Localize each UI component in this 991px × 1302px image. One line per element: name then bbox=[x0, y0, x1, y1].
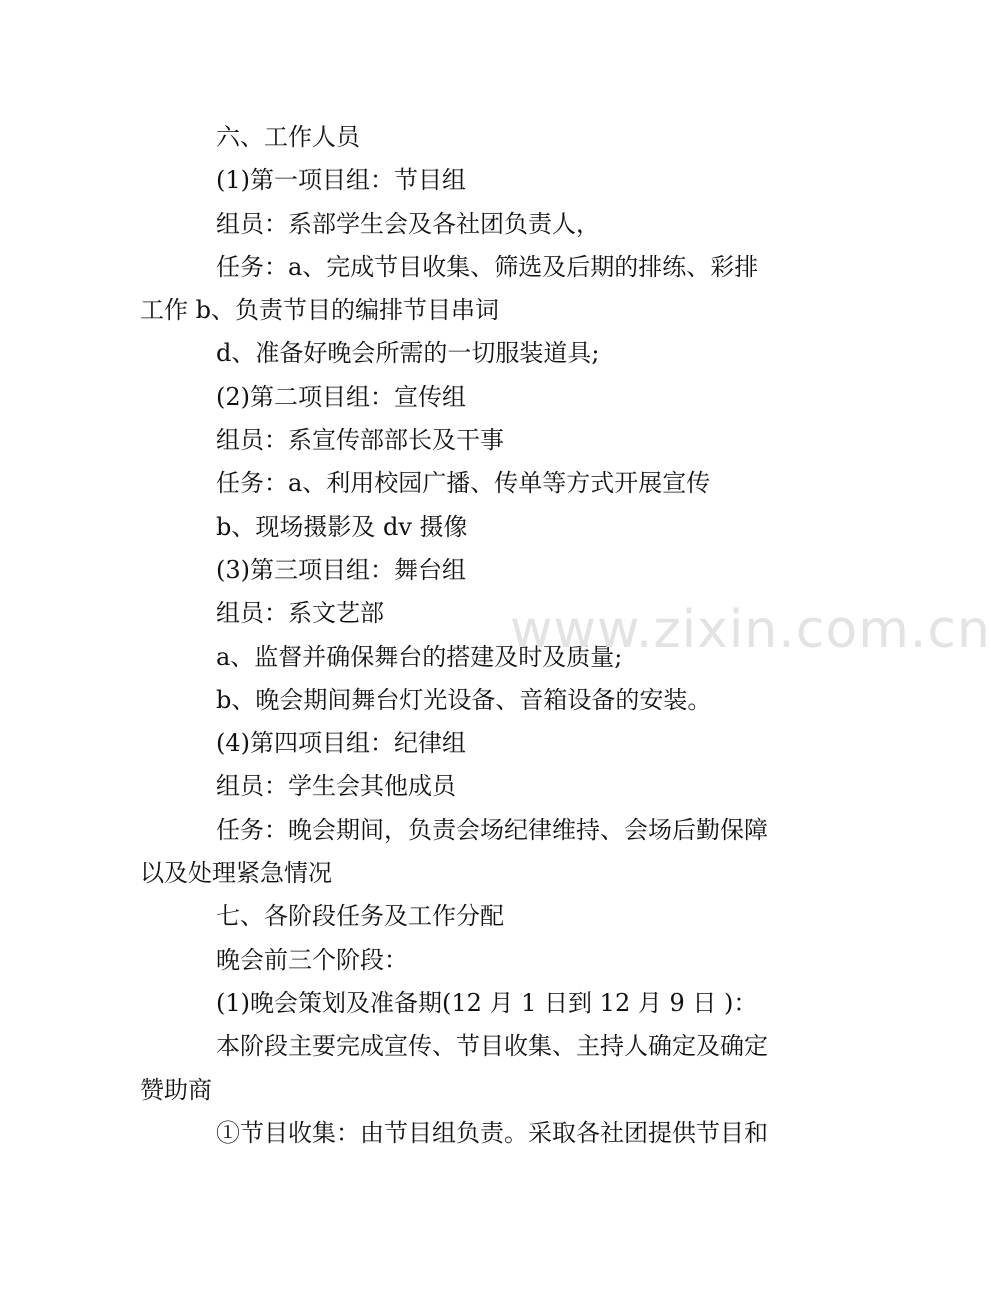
group-2-members: 组员：系宣传部部长及干事 bbox=[216, 426, 504, 455]
group-2-task-b: b、现场摄影及 dv 摄像 bbox=[216, 512, 468, 541]
phases-intro: 晚会前三个阶段： bbox=[216, 945, 408, 974]
group-1-tasks: 任务：a、完成节目收集、筛选及后期的排练、彩排工作 b、负责节目的编排节目串词 bbox=[140, 252, 759, 325]
group-2-title: (2)第二项目组：宣传组 bbox=[216, 382, 466, 411]
group-3-members: 组员：系文艺部 bbox=[216, 599, 384, 628]
section-heading-staff: 六、工作人员 bbox=[216, 123, 360, 151]
watermark-text: www.zixin.com.cn bbox=[510, 600, 991, 660]
group-1-members: 组员：系部学生会及各社团负责人， bbox=[216, 209, 600, 238]
section-heading-phases: 七、各阶段任务及工作分配 bbox=[216, 902, 504, 931]
phase-1-item-1: ①节目收集：由节目组负责。采取各社团提供节目和 bbox=[216, 1118, 768, 1147]
group-3-task-a: a、监督并确保舞台的搭建及时及质量; bbox=[216, 642, 623, 671]
group-4-tasks: 任务：晚会期间，负责会场纪律维持、会场后勤保障以及处理紧急情况 bbox=[140, 815, 768, 888]
phase-1-title: (1)晚会策划及准备期(12 月 1 日到 12 月 9 日 )： bbox=[216, 988, 758, 1017]
group-2-tasks: 任务：a、利用校园广播、传单等方式开展宣传 bbox=[216, 469, 711, 498]
group-1-task-d: d、准备好晚会所需的一切服装道具; bbox=[216, 339, 600, 368]
group-4-title: (4)第四项目组：纪律组 bbox=[216, 729, 466, 758]
group-3-task-b: b、晚会期间舞台灯光设备、音箱设备的安装。 bbox=[216, 685, 712, 714]
group-3-title: (3)第三项目组：舞台组 bbox=[216, 555, 466, 584]
group-4-members: 组员：学生会其他成员 bbox=[216, 772, 456, 801]
phase-1-summary: 本阶段主要完成宣传、节目收集、主持人确定及确定赞助商 bbox=[140, 1032, 768, 1104]
group-1-title: (1)第一项目组：节目组 bbox=[216, 166, 466, 195]
